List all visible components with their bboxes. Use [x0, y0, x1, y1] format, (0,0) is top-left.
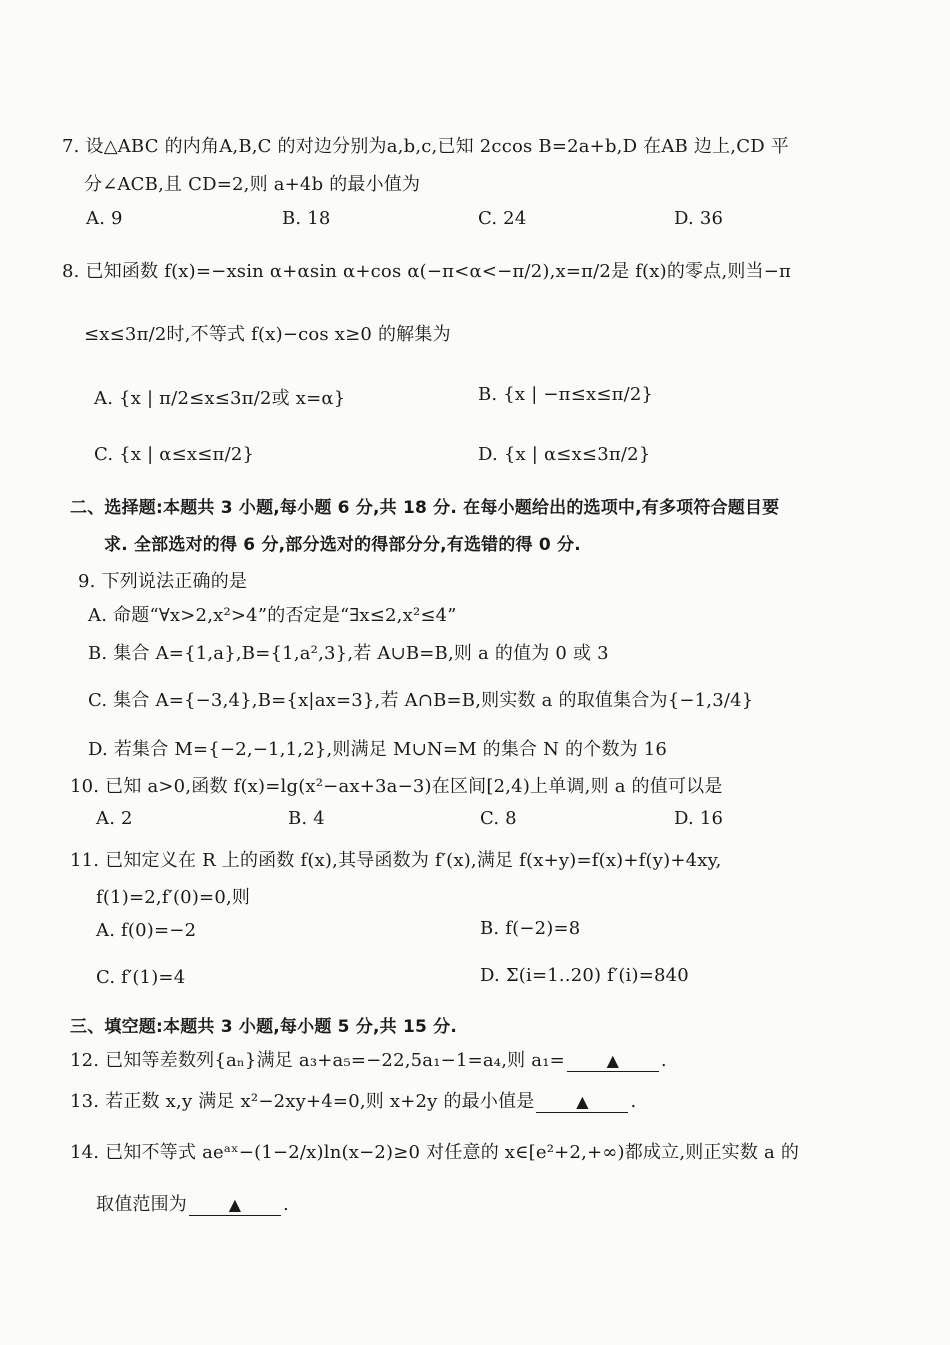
q11-option-c: C. f′(1)=4 [96, 967, 186, 988]
q11-option-a: A. f(0)=−2 [96, 920, 197, 941]
q7-option-a: A. 9 [86, 208, 123, 229]
q8-option-b: B. {x | −π≤x≤π/2} [478, 384, 654, 405]
section2-line2: 求. 全部选对的得 6 分,部分选对的得部分分,有选错的得 0 分. [104, 535, 581, 555]
answer-blank-q13[interactable] [536, 1091, 628, 1113]
q10-option-c: C. 8 [480, 808, 517, 829]
q8-option-a: A. {x | π/2≤x≤3π/2或 x=α} [94, 388, 346, 409]
q14-line1: 14. 已知不等式 aeᵃˣ−(1−2/x)ln(x−2)≥0 对任意的 x∈[e²+2,+∞)都成立,则正实数 a 的 [70, 1142, 800, 1163]
section2-line1: 二、选择题:本题共 3 小题,每小题 6 分,共 18 分. 在每小题给出的选项中,有多项符合题目要 [70, 498, 780, 518]
q7-line1: 7. 设△ABC 的内角A,B,C 的对边分别为a,b,c,已知 2ccos B=2a+b,D 在AB 边上,CD 平 [62, 136, 789, 157]
q10-option-d: D. 16 [674, 808, 724, 829]
answer-blank-q14[interactable] [189, 1194, 281, 1216]
q10-stem: 10. 已知 a>0,函数 f(x)=lg(x²−ax+3a−3)在区间[2,4)上单调,则 a 的值可以是 [70, 776, 723, 797]
q9-option-d: D. 若集合 M={−2,−1,1,2},则满足 M∪N=M 的集合 N 的个数为 16 [88, 739, 668, 760]
q7-line2: 分∠ACB,且 CD=2,则 a+4b 的最小值为 [84, 174, 421, 195]
q8-line1: 8. 已知函数 f(x)=−xsin α+αsin α+cos α(−π<α<−π/2),x=π/2是 f(x)的零点,则当−π [62, 261, 792, 282]
triangle-icon: ▲ [228, 1195, 242, 1214]
q9-option-c: C. 集合 A={−3,4},B={x|ax=3},若 A∩B=B,则实数 a 的取值集合为{−1,3/4} [88, 690, 754, 711]
q13-text: 13. 若正数 x,y 满足 x²−2xy+4=0,则 x+2y 的最小值是 [70, 1091, 535, 1112]
q12-end: . [660, 1050, 667, 1071]
q10-option-b: B. 4 [288, 808, 325, 829]
q7-option-b: B. 18 [282, 208, 331, 229]
q10-option-a: A. 2 [96, 808, 133, 829]
q13 [70, 1087, 636, 1113]
q12-text: 12. 已知等差数列{aₙ}满足 a₃+a₅=−22,5a₁−1=a₄,则 a₁= [70, 1050, 565, 1071]
q14-line2 [96, 1190, 289, 1216]
section3-header: 三、填空题:本题共 3 小题,每小题 5 分,共 15 分. [70, 1017, 457, 1037]
q14-end: . [283, 1194, 289, 1215]
q7-option-c: C. 24 [478, 208, 527, 229]
q9-option-b: B. 集合 A={1,a},B={1,a²,3},若 A∪B=B,则 a 的值为 0 或 3 [88, 643, 609, 664]
q11-line1: 11. 已知定义在 R 上的函数 f(x),其导函数为 f′(x),满足 f(x+y)=f(x)+f(y)+4xy, [70, 850, 722, 871]
q11-option-d: D. Σ(i=1..20) f′(i)=840 [480, 965, 689, 986]
q7-option-d: D. 36 [674, 208, 724, 229]
q9-option-a: A. 命题“∀x>2,x²>4”的否定是“∃x≤2,x²≤4” [88, 605, 457, 626]
q11-line2: f(1)=2,f′(0)=0,则 [96, 887, 251, 908]
q12 [70, 1046, 667, 1072]
q14-line2-text: 取值范围为 [96, 1194, 187, 1215]
q13-end: . [630, 1091, 637, 1112]
triangle-icon: ▲ [576, 1092, 589, 1111]
q8-line2: ≤x≤3π/2时,不等式 f(x)−cos x≥0 的解集为 [84, 324, 451, 345]
q9-stem: 9. 下列说法正确的是 [78, 571, 248, 592]
q11-option-b: B. f(−2)=8 [480, 918, 581, 939]
answer-blank-q12[interactable] [567, 1050, 659, 1072]
triangle-icon: ▲ [606, 1051, 620, 1070]
q8-option-c: C. {x | α≤x≤π/2} [94, 444, 255, 465]
q8-option-d: D. {x | α≤x≤3π/2} [478, 444, 651, 465]
